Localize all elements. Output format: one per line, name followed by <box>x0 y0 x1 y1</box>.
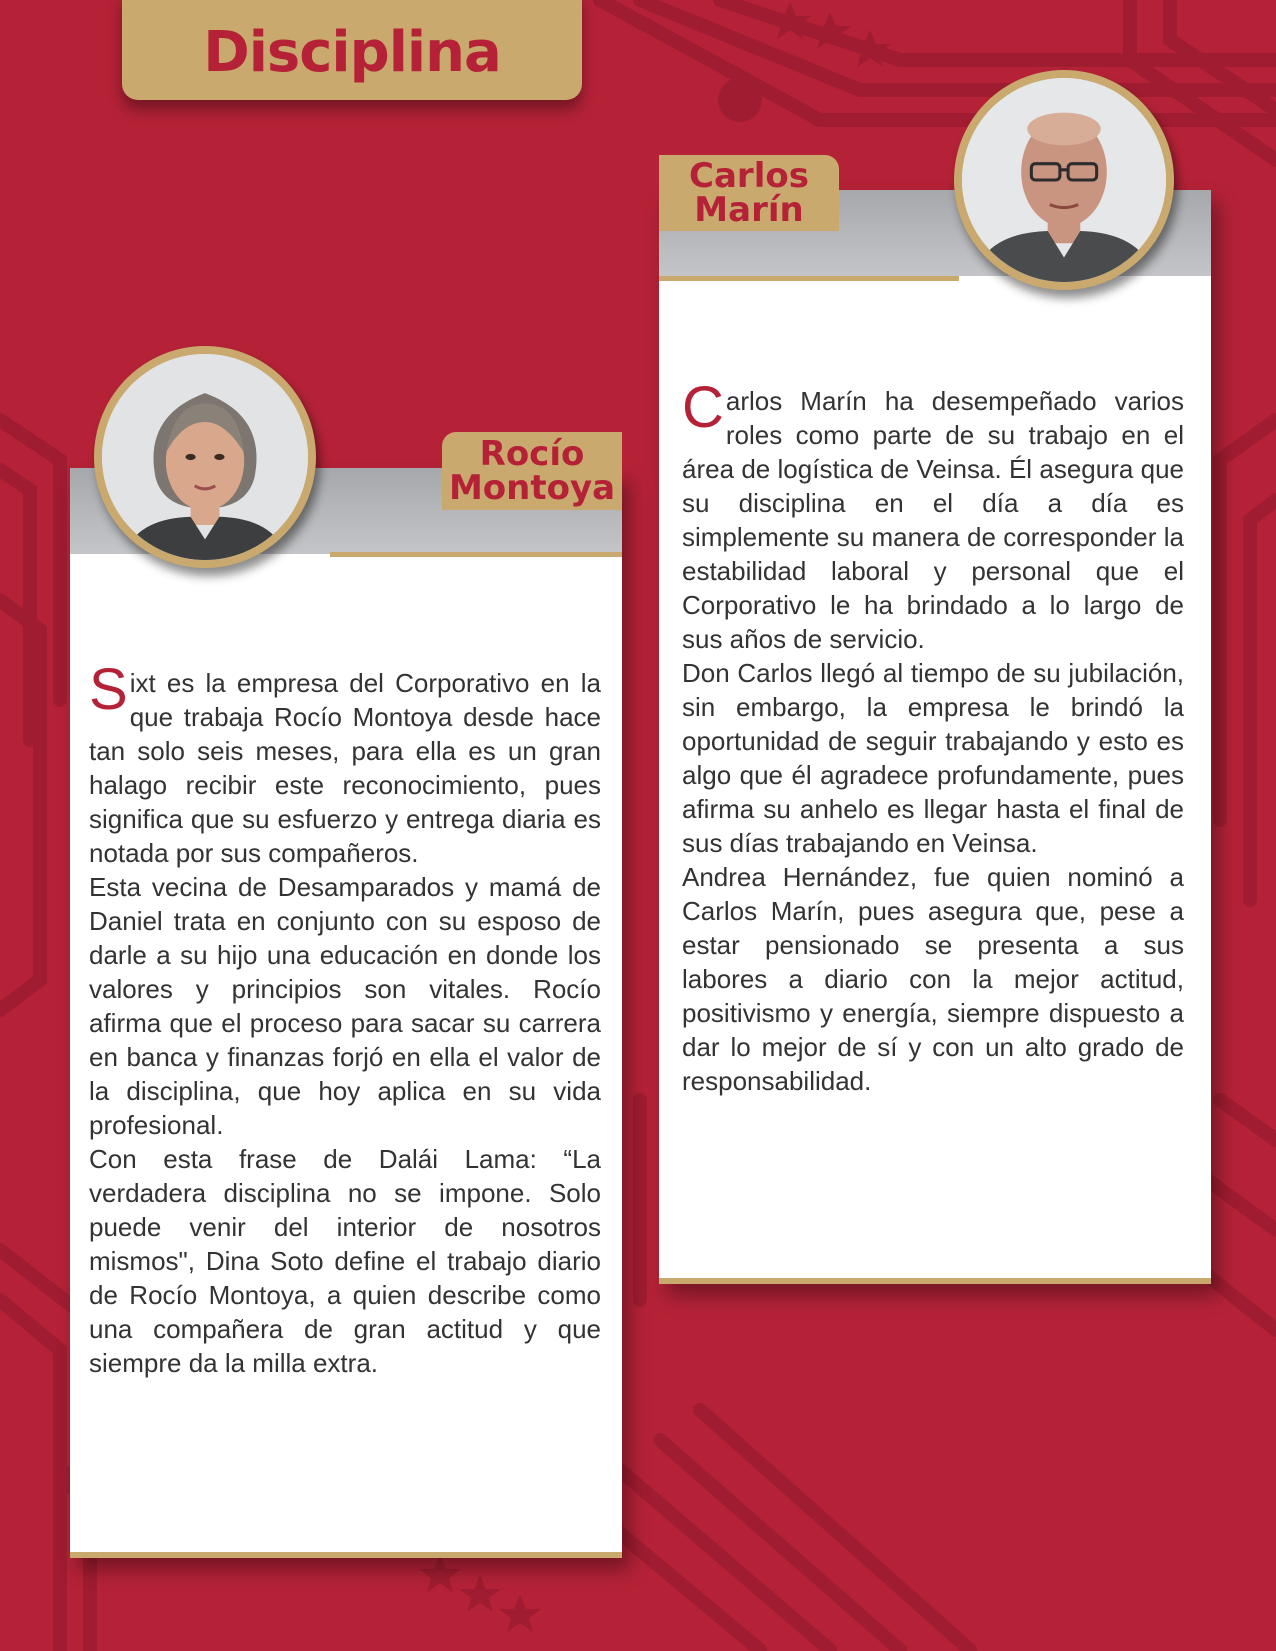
name-last: Marín <box>694 190 804 230</box>
card-footer-gold-rule <box>659 1278 1211 1284</box>
page-title: Disciplina <box>203 19 501 85</box>
paragraph <box>682 375 1184 656</box>
card-footer-gold-rule <box>70 1552 622 1558</box>
paragraph: Esta vecina de Desamparados y mamá de Daniel trata en conjunto con su esposo de darle a su hijo una educación en donde los valores y principios son vitales. Rocío afirma que el proceso para sacar su carrera en banca y finanzas forjó en ella el valor de la disciplina, que hoy aplica en su vida profesional. <box>89 872 601 1140</box>
name-first: Rocío <box>479 434 585 474</box>
card-header-gold-rule <box>330 552 622 557</box>
name-tab-rocio <box>442 432 622 510</box>
card-header-gold-rule <box>659 276 959 281</box>
name-last: Montoya <box>448 468 616 508</box>
portrait-woman-icon <box>102 354 308 560</box>
paragraph <box>89 657 601 870</box>
paragraph-text: ixt es la empresa del Corporativo en la que trabaja Rocío Montoya desde hace tan solo seis meses, para ella es un gran halago recibir este reconocimiento, pues significa que su esfuerzo y entrega diaria es notada por sus compañeros. <box>89 668 601 868</box>
name-tab-carlos <box>659 155 839 231</box>
dropcap-letter: S <box>89 657 128 722</box>
profile-text-carlos <box>682 375 1184 1098</box>
dropcap-letter: C <box>682 375 724 440</box>
paragraph: Con esta frase de Dalái Lama: “La verdadera disciplina no se impone. Solo puede venir del interior de nosotros mismos", Dina Soto define el trabajo diario de Rocío Montoya, a quien describe como una compañera de gran actitud y que siempre da la milla extra. <box>89 1144 601 1378</box>
profile-photo-rocio <box>94 346 316 568</box>
paragraph-text: arlos Marín ha desempeñado varios roles como parte de su trabajo en el área de logística de Veinsa. Él asegura que su disciplina en el día a día es simplemente su manera de corresponder la estabilidad laboral y personal que el Corporativo le ha brindado a lo largo de sus años de servicio. <box>682 386 1184 654</box>
name-first: Carlos <box>689 156 809 196</box>
paragraph: Don Carlos llegó al tiempo de su jubilación, sin embargo, la empresa le brindó la oportunidad de seguir trabajando y esto es algo que él agradece profundamente, pues afirma su anhelo es llegar hasta el final de sus días trabajando en Veinsa. <box>682 658 1184 858</box>
section-title-tab <box>122 0 582 100</box>
paragraph: Andrea Hernández, fue quien nominó a Carlos Marín, pues asegura que, pese a estar pensionado se presenta a sus labores a diario con la mejor actitud, positivismo y energía, siempre dispuesto a dar lo mejor de sí y con un alto grado de responsabilidad. <box>682 862 1184 1096</box>
profile-text-rocio <box>89 657 601 1380</box>
profile-photo-carlos <box>954 70 1174 290</box>
portrait-man-icon <box>962 78 1166 282</box>
